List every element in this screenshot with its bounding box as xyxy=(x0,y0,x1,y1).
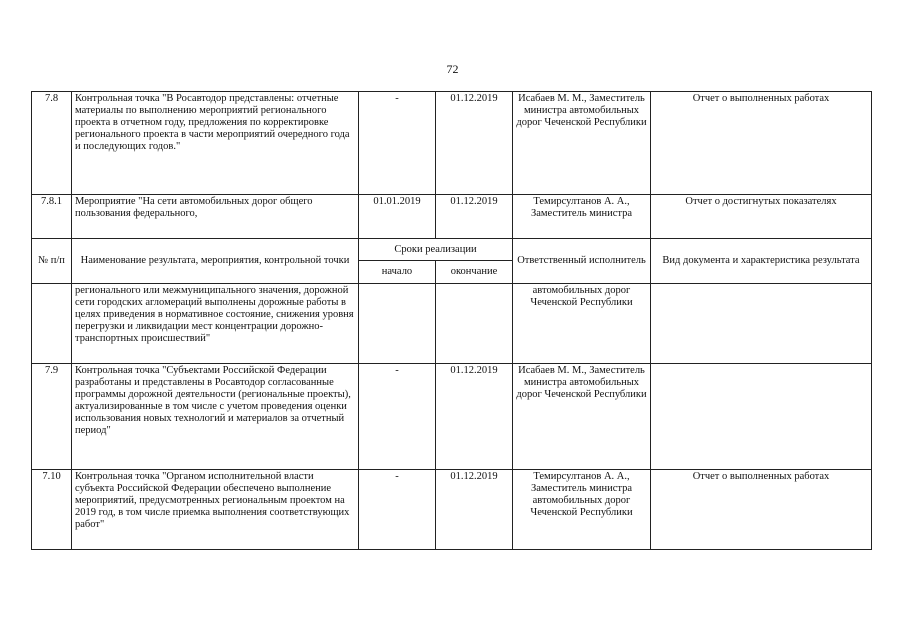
row-name: Контрольная точка "Органом исполнительной власти субъекта Российской Федерации обеспечено выполнение мероприятий, предусмотренных региональным проектом на 2019 год, в том числе приемка выполнения соответствующих работ" xyxy=(72,470,359,550)
table-row xyxy=(32,284,872,364)
row-doc: Отчет о выполненных работах xyxy=(651,92,872,195)
header-executor: Ответственный исполнитель xyxy=(513,239,651,284)
row-end: 01.12.2019 xyxy=(436,470,513,550)
row-start: - xyxy=(359,364,436,470)
header-name: Наименование результата, мероприятия, контрольной точки xyxy=(72,239,359,284)
row-start: - xyxy=(359,92,436,195)
row-executor: Темирсултанов А. А., Заместитель министра xyxy=(513,195,651,239)
row-start xyxy=(359,284,436,364)
header-num: № п/п xyxy=(32,239,72,284)
row-doc xyxy=(651,364,872,470)
row-doc: Отчет о выполненных работах xyxy=(651,470,872,550)
row-number: 7.8 xyxy=(32,92,72,195)
row-name: Контрольная точка "В Росавтодор представлены: отчетные материалы по выполнению мероприятий регионального проекта в отчетном году, предложения по корректировке регионального проекта в части мероприятий очередного года и последующих годов." xyxy=(72,92,359,195)
row-end: 01.12.2019 xyxy=(436,92,513,195)
row-executor: Темирсултанов А. А., Заместитель министра автомобильных дорог Чеченской Республики xyxy=(513,470,651,550)
row-end: 01.12.2019 xyxy=(436,364,513,470)
row-number: 7.9 xyxy=(32,364,72,470)
row-doc: Отчет о достигнутых показателях xyxy=(651,195,872,239)
row-number: 7.8.1 xyxy=(32,195,72,239)
row-number: 7.10 xyxy=(32,470,72,550)
row-executor: Исабаев М. М., Заместитель министра автомобильных дорог Чеченской Республики xyxy=(513,92,651,195)
row-start: - xyxy=(359,470,436,550)
header-end: окончание xyxy=(436,261,513,284)
row-name: регионального или межмуниципального значения, дорожной сети городских агломераций выполнены дорожные работы в целях приведения в нормативное состояние, снижения уровня перегрузки и ликвидации мест концентрации дорожно-транспортных происшествий" xyxy=(72,284,359,364)
row-executor: автомобильных дорог Чеченской Республики xyxy=(513,284,651,364)
row-name: Контрольная точка "Субъектами Российской Федерации разработаны и представлены в Росавтодор согласованные программы дорожной деятельности (региональные проекты), актуализированные в том числе с учетом проведения оценки использования новых технологий и материалов за отчетный период" xyxy=(72,364,359,470)
row-doc xyxy=(651,284,872,364)
header-doc: Вид документа и характеристика результата xyxy=(651,239,872,284)
row-executor: Исабаев М. М., Заместитель министра автомобильных дорог Чеченской Республики xyxy=(513,364,651,470)
table-row xyxy=(32,470,872,550)
table-row xyxy=(32,364,872,470)
header-terms: Сроки реализации xyxy=(359,239,513,261)
table-header-row xyxy=(32,239,872,261)
row-name: Мероприятие "На сети автомобильных дорог общего пользования федерального, xyxy=(72,195,359,239)
plan-table xyxy=(31,91,872,550)
row-start: 01.01.2019 xyxy=(359,195,436,239)
row-end xyxy=(436,284,513,364)
row-number xyxy=(32,284,72,364)
page-number: 72 xyxy=(446,62,459,76)
row-end: 01.12.2019 xyxy=(436,195,513,239)
table-row xyxy=(32,195,872,239)
table-row xyxy=(32,92,872,195)
header-start: начало xyxy=(359,261,436,284)
